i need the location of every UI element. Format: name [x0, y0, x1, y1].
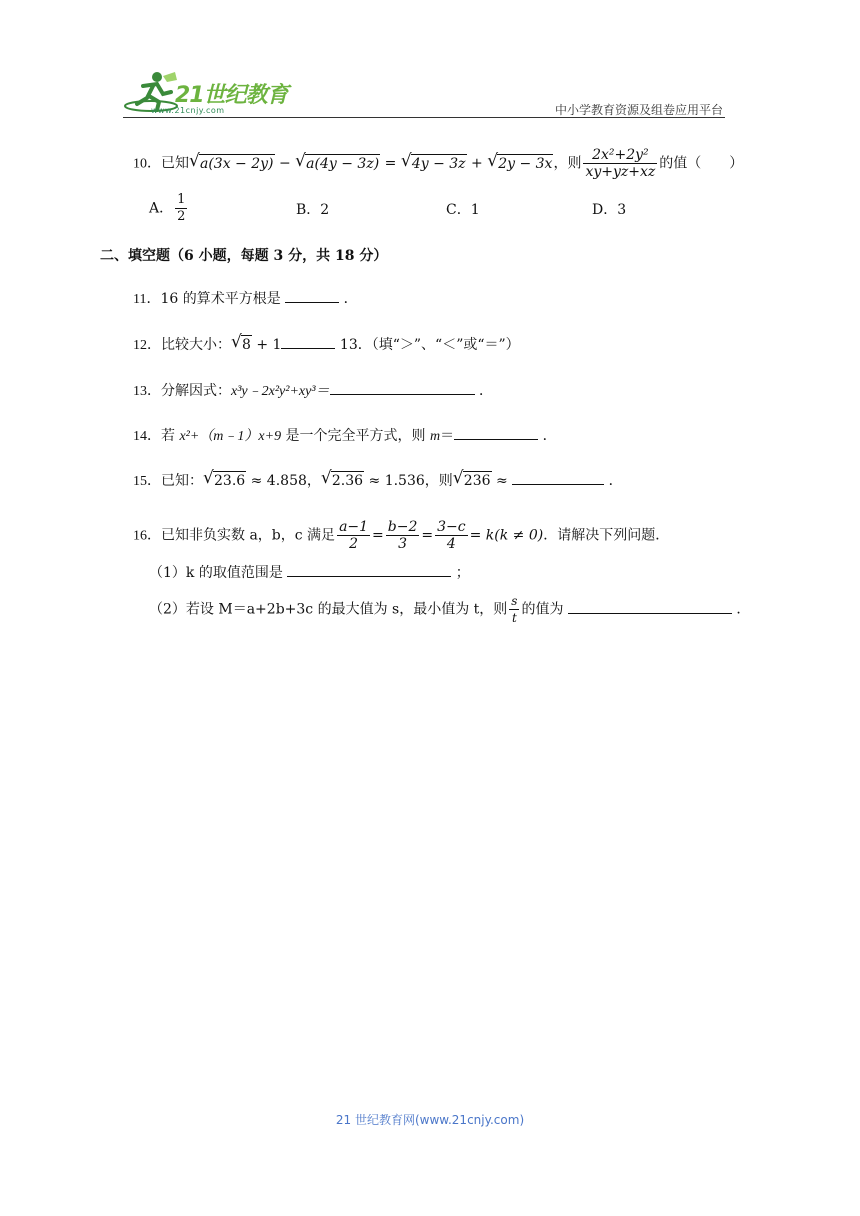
answer-blank[interactable]: [330, 380, 475, 395]
question-rest: 13．（填“＞”、“＜”或“＝”）: [335, 337, 520, 353]
question-16: [133, 519, 669, 552]
question-lead: 分解因式：: [161, 383, 231, 399]
part-text: 若设 M＝a+2b+3c 的最大值为 s，最小值为 t，则: [185, 601, 508, 618]
sqrt-term-1: √ a(3x − 2y): [190, 154, 275, 174]
question-number: 14．: [133, 429, 161, 444]
question-16-part-1: [149, 562, 470, 583]
answer-blank[interactable]: [454, 425, 538, 440]
answer-blank[interactable]: [568, 599, 732, 614]
part-label: （1）: [149, 565, 186, 581]
part-text: k 的取值范围是: [185, 565, 283, 581]
option-value: 3: [617, 202, 627, 218]
question-end: ．: [542, 428, 557, 444]
answer-blank[interactable]: [285, 288, 339, 303]
question-end: ．: [343, 291, 358, 307]
sqrt-236: √ 236: [454, 471, 492, 491]
question-14: [133, 425, 557, 447]
question-lead: 已知：: [161, 473, 203, 489]
question-number: 13．: [133, 384, 161, 399]
fraction-s-t: $\frac{s}{t}$: [511, 594, 518, 625]
option-c[interactable]: [446, 199, 480, 219]
polynomial-expression: x²+（m﹣1）x+9: [179, 429, 282, 444]
option-value: 1: [470, 202, 480, 218]
sqrt-8: √ 8: [232, 335, 252, 355]
question-12: [133, 334, 520, 356]
option-value: 2: [320, 202, 330, 218]
answer-blank[interactable]: [512, 470, 604, 485]
minus-sign: −: [278, 155, 291, 172]
equals-sign: =: [421, 527, 434, 544]
question-lead: 比较大小：: [161, 337, 231, 353]
fraction-expression: $\frac{\text{2x²+2y²}}{xy+yz+xz}$: [585, 147, 656, 180]
equals-sign: =: [372, 527, 384, 544]
approx-3: ≈: [491, 473, 508, 489]
section-title: 二、填空题（6 小题，每题 3 分，共 18 分）: [100, 248, 388, 264]
question-number: 11．: [133, 292, 161, 307]
sqrt-23-6: √ 23.6: [204, 471, 246, 491]
question-tail: 的值（ ）: [659, 155, 744, 172]
then-text: ，则: [553, 155, 582, 172]
equals-sign: ＝: [440, 428, 455, 444]
option-b[interactable]: [296, 199, 329, 219]
question-13: [133, 380, 493, 402]
option-label: B．: [296, 202, 321, 218]
question-11: [133, 288, 358, 310]
question-number: 10．: [133, 156, 161, 172]
factor-expression: x³y﹣2x²y²+xy³＝: [231, 384, 330, 399]
question-mid: 是一个完全平方式，则: [281, 428, 430, 444]
option-d[interactable]: [592, 199, 626, 219]
k-expression: = k(k ≠ 0): [469, 527, 544, 544]
fraction-a: $\frac{a-1}{2}$: [339, 519, 369, 552]
logo-title: 21世纪教育: [175, 83, 288, 108]
question-end: ．: [608, 473, 623, 489]
fraction-c: $\frac{3-c}{4}$: [437, 519, 466, 552]
question-lead: 已知: [161, 155, 189, 172]
sqrt-2-36: √ 2.36: [322, 471, 364, 491]
plus-sign: +: [471, 155, 483, 172]
fraction-b: $\frac{b-2}{3}$: [387, 519, 418, 552]
sqrt-term-2: √ a(4y − 3z): [296, 154, 380, 174]
sqrt-term-4: √ 2y − 3x: [488, 154, 553, 174]
answer-blank[interactable]: [281, 334, 335, 349]
question-text: 16 的算术平方根是: [160, 291, 281, 307]
option-label: D．: [592, 202, 618, 218]
question-number: 15．: [133, 474, 161, 489]
question-16-part-2: [149, 593, 750, 626]
approx-2: ≈ 1.536，则: [364, 473, 453, 489]
question-tail: ．请解决下列问题．: [543, 527, 670, 544]
option-label: C．: [446, 202, 471, 218]
part-label: （2）: [149, 601, 186, 618]
site-logo[interactable]: [123, 68, 293, 118]
plus-one: + 1: [251, 337, 282, 353]
option-fraction: $\frac{1}{2}$: [177, 192, 186, 224]
sqrt-term-3: √ 4y − 3z: [402, 154, 467, 174]
logo-url: www.21cnjy.com: [151, 106, 225, 115]
question-end: ．: [478, 383, 493, 399]
option-a[interactable]: [149, 192, 189, 225]
question-number: 12．: [133, 338, 161, 353]
part-end: ；: [455, 565, 470, 581]
part-end: ．: [736, 601, 751, 618]
part-tail: 的值为: [521, 601, 564, 618]
header-divider: [123, 117, 725, 118]
equals-sign: =: [384, 155, 397, 172]
variable-m: m: [430, 429, 441, 444]
platform-name: 中小学教育资源及组卷应用平台: [554, 103, 723, 117]
question-15: [133, 470, 623, 492]
approx-1: ≈ 4.858，: [246, 473, 321, 489]
question-number: 16．: [133, 528, 161, 544]
footer-link[interactable]: 21 世纪教育网(www.21cnjy.com): [335, 1113, 525, 1127]
page-header: [0, 0, 860, 125]
option-label: A．: [149, 200, 174, 217]
question-lead: 若: [161, 428, 180, 444]
question-10: [133, 147, 743, 180]
question-lead: 已知非负实数 a，b，c 满足: [161, 527, 336, 544]
answer-blank[interactable]: [287, 562, 451, 577]
